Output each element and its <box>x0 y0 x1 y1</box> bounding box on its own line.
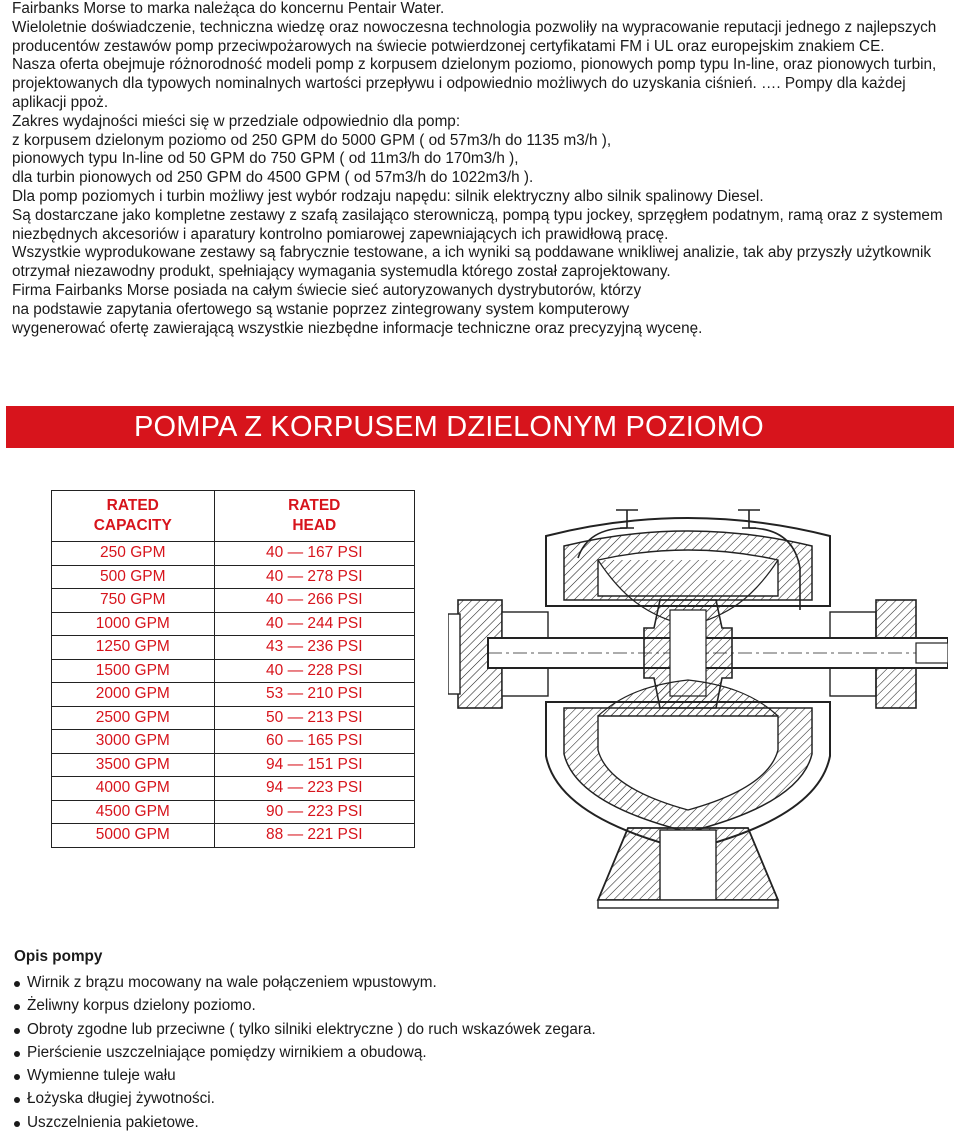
intro-paragraph: Wieloletnie doświadczenie, techniczna wiedzę oraz nowoczesna technologia pozwoliły na wypracowanie reputacji jednego z najlepszych producentów zestawów pomp przeciwpożarowych na świecie potwierdzonej certyfikatami FM i UL oraz europejskim znakiem CE. <box>12 18 937 55</box>
table-row <box>52 706 415 730</box>
table-row <box>52 777 415 801</box>
capacity-cell: 1250 GPM <box>52 636 215 660</box>
head-cell: 90 — 223 PSI <box>214 800 414 824</box>
list-item: Wymienne tuleje wału <box>14 1067 934 1090</box>
table-row <box>52 612 415 636</box>
capacity-cell: 5000 GPM <box>52 824 215 848</box>
capacity-cell: 3000 GPM <box>52 730 215 754</box>
intro-paragraph: Wszystkie wyprodukowane zestawy są fabrycznie testowane, a ich wyniki są poddawane wnikliwej analizie, tak aby przyszły użytkownik otrzymał niezawodny produkt, spełniający wymagania systemudla którego został zaprojektowany. <box>12 244 932 281</box>
capacity-cell: 3500 GPM <box>52 753 215 777</box>
table-row <box>52 753 415 777</box>
capacity-header: RATED CAPACITY <box>52 491 215 542</box>
section-title: POMPA Z KORPUSEM DZIELONYM POZIOMO <box>134 410 764 443</box>
capacity-cell: 4000 GPM <box>52 777 215 801</box>
intro-text <box>12 0 952 338</box>
table-row <box>52 589 415 613</box>
table-row <box>52 824 415 848</box>
head-cell: 40 — 278 PSI <box>214 565 414 589</box>
head-cell: 94 — 151 PSI <box>214 753 414 777</box>
head-cell: 53 — 210 PSI <box>214 683 414 707</box>
head-header: RATED HEAD <box>214 491 414 542</box>
head-cell: 40 — 167 PSI <box>214 542 414 566</box>
intro-paragraph: pionowych typu In-line od 50 GPM do 750 GPM ( od 11m3/h do 170m3/h ), <box>12 150 519 168</box>
head-cell: 60 — 165 PSI <box>214 730 414 754</box>
intro-paragraph: z korpusem dzielonym poziomo od 250 GPM do 5000 GPM ( od 57m3/h do 1135 m3/h ), <box>12 131 612 149</box>
intro-paragraph: Dla pomp poziomych i turbin możliwy jest wybór rodzaju napędu: silnik elektryczny albo silnik spalinowy Diesel. <box>12 187 764 205</box>
capacity-cell: 1500 GPM <box>52 659 215 683</box>
capacity-cell: 250 GPM <box>52 542 215 566</box>
head-cell: 40 — 228 PSI <box>214 659 414 683</box>
pump-cross-section-drawing <box>448 488 948 918</box>
pump-lower-casing <box>546 680 830 850</box>
intro-paragraph: dla turbin pionowych od 250 GPM do 4500 GPM ( od 57m3/h do 1022m3/h ). <box>12 169 534 187</box>
ratings-table <box>51 490 415 848</box>
list-item: Uszczelnienia pakietowe. <box>14 1114 934 1137</box>
pump-description <box>14 948 934 1137</box>
head-cell: 43 — 236 PSI <box>214 636 414 660</box>
intro-paragraph: Są dostarczane jako kompletne zestawy z szafą zasilająco sterowniczą, pompą typu jockey, sprzęgłem podatnym, ramą oraz z systemem niezbędnych akcesoriów i aparatury kontrolno pomiarowej zapewniających ich prawidłową pracę. <box>12 206 943 243</box>
list-item: Obroty zgodne lub przeciwne ( tylko silniki elektryczne ) do ruch wskazówek zegara. <box>14 1021 934 1044</box>
pump-base <box>598 828 778 908</box>
capacity-cell: 2000 GPM <box>52 683 215 707</box>
description-title: Opis pompy <box>14 948 103 965</box>
head-cell: 40 — 266 PSI <box>214 589 414 613</box>
intro-paragraph: Nasza oferta obejmuje różnorodność modeli pomp z korpusem dzielonym poziomo, pionowych pomp typu In-line, oraz pionowych turbin, projektowanych dla typowych nominalnych wartości przepływu i odpowiednio możliwych do uzyskania ciśnień. …. Pompy dla każdej aplikacji ppoż. <box>12 56 937 111</box>
intro-paragraph: wygenerować ofertę zawierającą wszystkie niezbędne informacje techniczne oraz precyzyjną wycenę. <box>12 319 703 337</box>
capacity-cell: 1000 GPM <box>52 612 215 636</box>
head-cell: 40 — 244 PSI <box>214 612 414 636</box>
intro-paragraph: Fairbanks Morse to marka należąca do koncernu Pentair Water. <box>12 0 445 17</box>
capacity-cell: 750 GPM <box>52 589 215 613</box>
table-row <box>52 683 415 707</box>
table-row <box>52 636 415 660</box>
table-row <box>52 565 415 589</box>
list-item: Wirnik z brązu mocowany na wale połączeniem wpustowym. <box>14 974 934 997</box>
list-item: Żeliwny korpus dzielony poziomo. <box>14 997 934 1020</box>
head-cell: 88 — 221 PSI <box>214 824 414 848</box>
section-banner <box>6 406 954 448</box>
table-row <box>52 800 415 824</box>
capacity-cell: 4500 GPM <box>52 800 215 824</box>
intro-paragraph: Zakres wydajności mieści się w przedziale odpowiednio dla pomp: <box>12 112 461 130</box>
table-header-row <box>52 491 415 542</box>
table-row <box>52 730 415 754</box>
intro-paragraph: Firma Fairbanks Morse posiada na całym świecie sieć autoryzowanych dystrybutorów, którzy <box>12 281 642 299</box>
capacity-cell: 500 GPM <box>52 565 215 589</box>
list-item: Łożyska długiej żywotności. <box>14 1090 934 1113</box>
head-cell: 50 — 213 PSI <box>214 706 414 730</box>
intro-paragraph: na podstawie zapytania ofertowego są wstanie poprzez zintegrowany system komputerowy <box>12 300 630 318</box>
feature-list <box>14 974 934 1137</box>
table-row <box>52 542 415 566</box>
table-row <box>52 659 415 683</box>
head-cell: 94 — 223 PSI <box>214 777 414 801</box>
list-item: Pierścienie uszczelniające pomiędzy wirnikiem a obudową. <box>14 1044 934 1067</box>
capacity-cell: 2500 GPM <box>52 706 215 730</box>
